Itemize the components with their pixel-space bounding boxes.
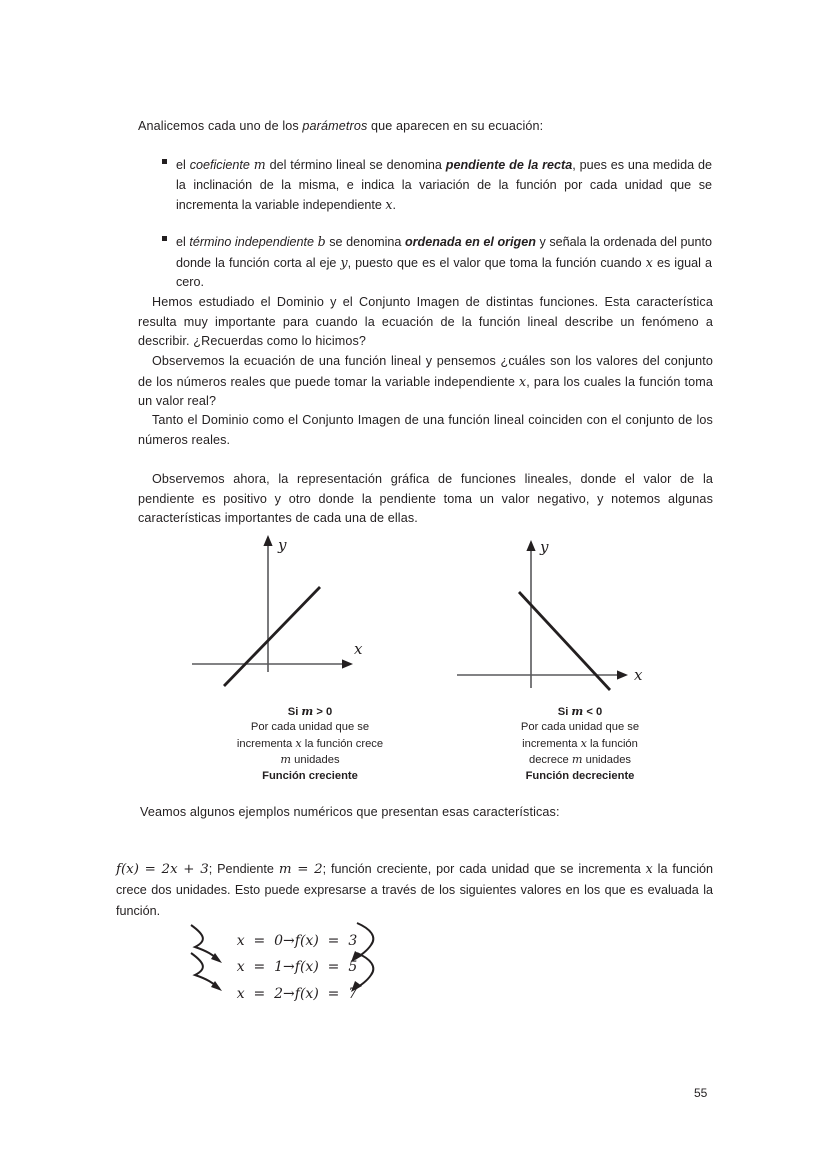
bullet1-italic-coeficiente: coeficiente bbox=[189, 158, 250, 172]
x-axis-label: x bbox=[354, 640, 363, 658]
intro-paragraph bbox=[138, 117, 713, 137]
paragraph-tanto-dominio: Tanto el Dominio como el Conjunto Imagen de una función lineal coinciden con el conjunto de los números reales. bbox=[138, 413, 713, 447]
caption-right-line4-suffix: unidades bbox=[582, 754, 632, 767]
intro-text-lead: Analicemos cada uno de los bbox=[138, 119, 303, 133]
caption-left-line4-suffix: unidades bbox=[291, 754, 340, 767]
caption-pendiente-negativa bbox=[440, 704, 720, 784]
grafico-pendiente-negativa-svg bbox=[450, 530, 650, 700]
example-equation-paragraph bbox=[116, 858, 713, 922]
example-rest: la función crece dos unidades. Esto puede expresarse a través de los siguientes valores en los que es evaluada la función. bbox=[116, 862, 714, 918]
caption-left-line4 bbox=[170, 752, 450, 768]
bullet-item-termino-independiente bbox=[176, 232, 712, 293]
caption-right-line3-var-x: x bbox=[580, 736, 587, 750]
value-row-1-arrow-icon: → bbox=[283, 959, 295, 975]
caption-left-line3-prefix: incrementa bbox=[236, 737, 296, 750]
paragraph-veamos-ejemplos: Veamos algunos ejemplos numéricos que presentan esas características: bbox=[140, 805, 560, 819]
y-axis-label: y bbox=[540, 538, 549, 556]
bullet2-mid1: se denomina bbox=[325, 235, 405, 249]
bullet2-var-b: b bbox=[317, 234, 326, 249]
caption-right-line3 bbox=[440, 736, 720, 752]
bullet2-bold-ordenada: ordenada en el origen bbox=[404, 235, 536, 249]
caption-left-line3-var-x: x bbox=[295, 736, 302, 750]
evaluated-values-block bbox=[185, 915, 395, 1005]
x-axis-label: x bbox=[634, 666, 643, 684]
bullet2-var-x: x bbox=[645, 254, 653, 270]
bullet-item-coeficiente bbox=[176, 155, 712, 216]
example-sep1: ; Pendiente bbox=[208, 862, 279, 876]
value-row-1-x: x = 1 bbox=[236, 959, 284, 975]
caption-left-cond: > 0 bbox=[313, 706, 333, 718]
example-var-x: x bbox=[645, 861, 653, 876]
y-axis-arrowhead-icon bbox=[263, 535, 272, 546]
bullet-square-icon bbox=[162, 236, 167, 241]
caption-left-line3-suffix: la función crece bbox=[301, 737, 384, 750]
paragraph-observemos-ahora: Observemos ahora, la representación gráfica de funciones lineales, donde el valor de la pendiente es positivo y otro donde la pendiente toma un valor negativo, y notemos algunas características importantes de cada una de ellas. bbox=[138, 472, 713, 526]
caption-left-si: Si bbox=[287, 706, 302, 718]
bullet1-mid1: del término lineal se denomina bbox=[265, 158, 446, 172]
paragraph-dominio: Hemos estudiado el Dominio y el Conjunto Imagen de distintas funciones. Esta característica resulta muy importante para cuando la ecuación de la función lineal describe un fenómeno a describir. ¿Recuerdas como lo hicimos? bbox=[138, 295, 713, 349]
value-row-2-arrow-icon: → bbox=[283, 986, 295, 1002]
grafico-pendiente-positiva-svg bbox=[185, 530, 385, 690]
figure-pendiente-negativa bbox=[450, 530, 650, 700]
x-axis-arrowhead-icon bbox=[617, 670, 628, 679]
value-row-2-fx: f(x) = 7 bbox=[294, 986, 358, 1002]
para2-part2: , para los cuales la función toma un valor real? bbox=[138, 374, 713, 409]
figure-pendiente-positiva bbox=[185, 530, 385, 690]
bullet1-var-x: x bbox=[385, 197, 393, 213]
caption-left-line2: Por cada unidad que se bbox=[250, 721, 370, 734]
caption-left-line3 bbox=[170, 736, 450, 752]
caption-right-line2: Por cada unidad que se bbox=[520, 721, 640, 734]
value-row-0-fx: f(x) = 3 bbox=[294, 933, 358, 949]
caption-right-line4-var-m: m bbox=[571, 753, 583, 767]
bullet2-tail: es igual a cero. bbox=[176, 255, 712, 290]
caption-left-line5: Función creciente bbox=[262, 769, 358, 782]
caption-left-var-m: m bbox=[301, 704, 314, 718]
bullet2-prefix: el bbox=[176, 235, 190, 249]
x-axis-arrowhead-icon bbox=[342, 659, 353, 668]
value-row-2-x: x = 2 bbox=[236, 986, 284, 1002]
caption-right-line5: Función decreciente bbox=[525, 769, 635, 782]
bullet1-var-m: m bbox=[253, 157, 266, 172]
value-row-0-x: x = 0 bbox=[236, 933, 284, 949]
value-row bbox=[210, 970, 357, 1018]
y-axis-arrowhead-icon bbox=[526, 540, 535, 551]
bullet2-italic-termino: término independiente bbox=[189, 235, 315, 249]
caption-pendiente-positiva bbox=[170, 704, 450, 784]
caption-right-line3-suffix: la función bbox=[586, 737, 638, 750]
intro-text-italic: parámetros bbox=[302, 119, 368, 133]
bullet2-mid2: y señala la ordenada del punto donde la función corta al eje bbox=[176, 235, 712, 270]
intro-text-tail: que aparecen en su ecuación: bbox=[367, 119, 544, 133]
para2-var-x: x bbox=[519, 373, 527, 389]
caption-left-line1 bbox=[170, 704, 450, 720]
bullet1-mid2: , pues es una medida de la inclinación de la misma, e indica la variación de la función por cada unidad que se incrementa la variable independiente bbox=[176, 158, 712, 213]
caption-left-line4-var-m: m bbox=[280, 753, 292, 767]
caption-right-line3-prefix: incrementa bbox=[522, 737, 581, 750]
example-slope: m = 2 bbox=[278, 862, 323, 877]
caption-right-var-m: m bbox=[571, 704, 584, 718]
example-sep2: ; función creciente, por cada unidad que se incrementa bbox=[322, 862, 646, 876]
bullet1-prefix: el bbox=[176, 158, 190, 172]
para2-part1: Observemos la ecuación de una función lineal y pensemos ¿cuáles son los valores del conjunto de los números reales que puede tomar la variable independiente bbox=[138, 354, 713, 389]
caption-right-cond: < 0 bbox=[583, 706, 603, 718]
linea-creciente bbox=[224, 587, 320, 686]
bullet1-bold-pendiente: pendiente de la recta bbox=[445, 158, 573, 172]
caption-right-si: Si bbox=[557, 706, 572, 718]
y-axis-label: y bbox=[278, 536, 287, 554]
bullet-square-icon bbox=[162, 159, 167, 164]
caption-right-line1 bbox=[440, 704, 720, 720]
bullet2-var-y: y bbox=[340, 254, 348, 270]
page-number: 55 bbox=[694, 1086, 708, 1100]
bullet1-tail: . bbox=[392, 198, 396, 213]
caption-right-line4-prefix: decrece bbox=[528, 754, 572, 767]
value-row-1-fx: f(x) = 5 bbox=[294, 959, 358, 975]
caption-right-line4 bbox=[440, 752, 720, 768]
bullet2-mid3: , puesto que es el valor que toma la función cuando bbox=[347, 255, 646, 270]
value-row-0-arrow-icon: → bbox=[283, 933, 295, 949]
paragraph-observemos-ecuacion bbox=[138, 352, 713, 412]
example-equation: f(x) = 2x + 3 bbox=[116, 862, 209, 877]
